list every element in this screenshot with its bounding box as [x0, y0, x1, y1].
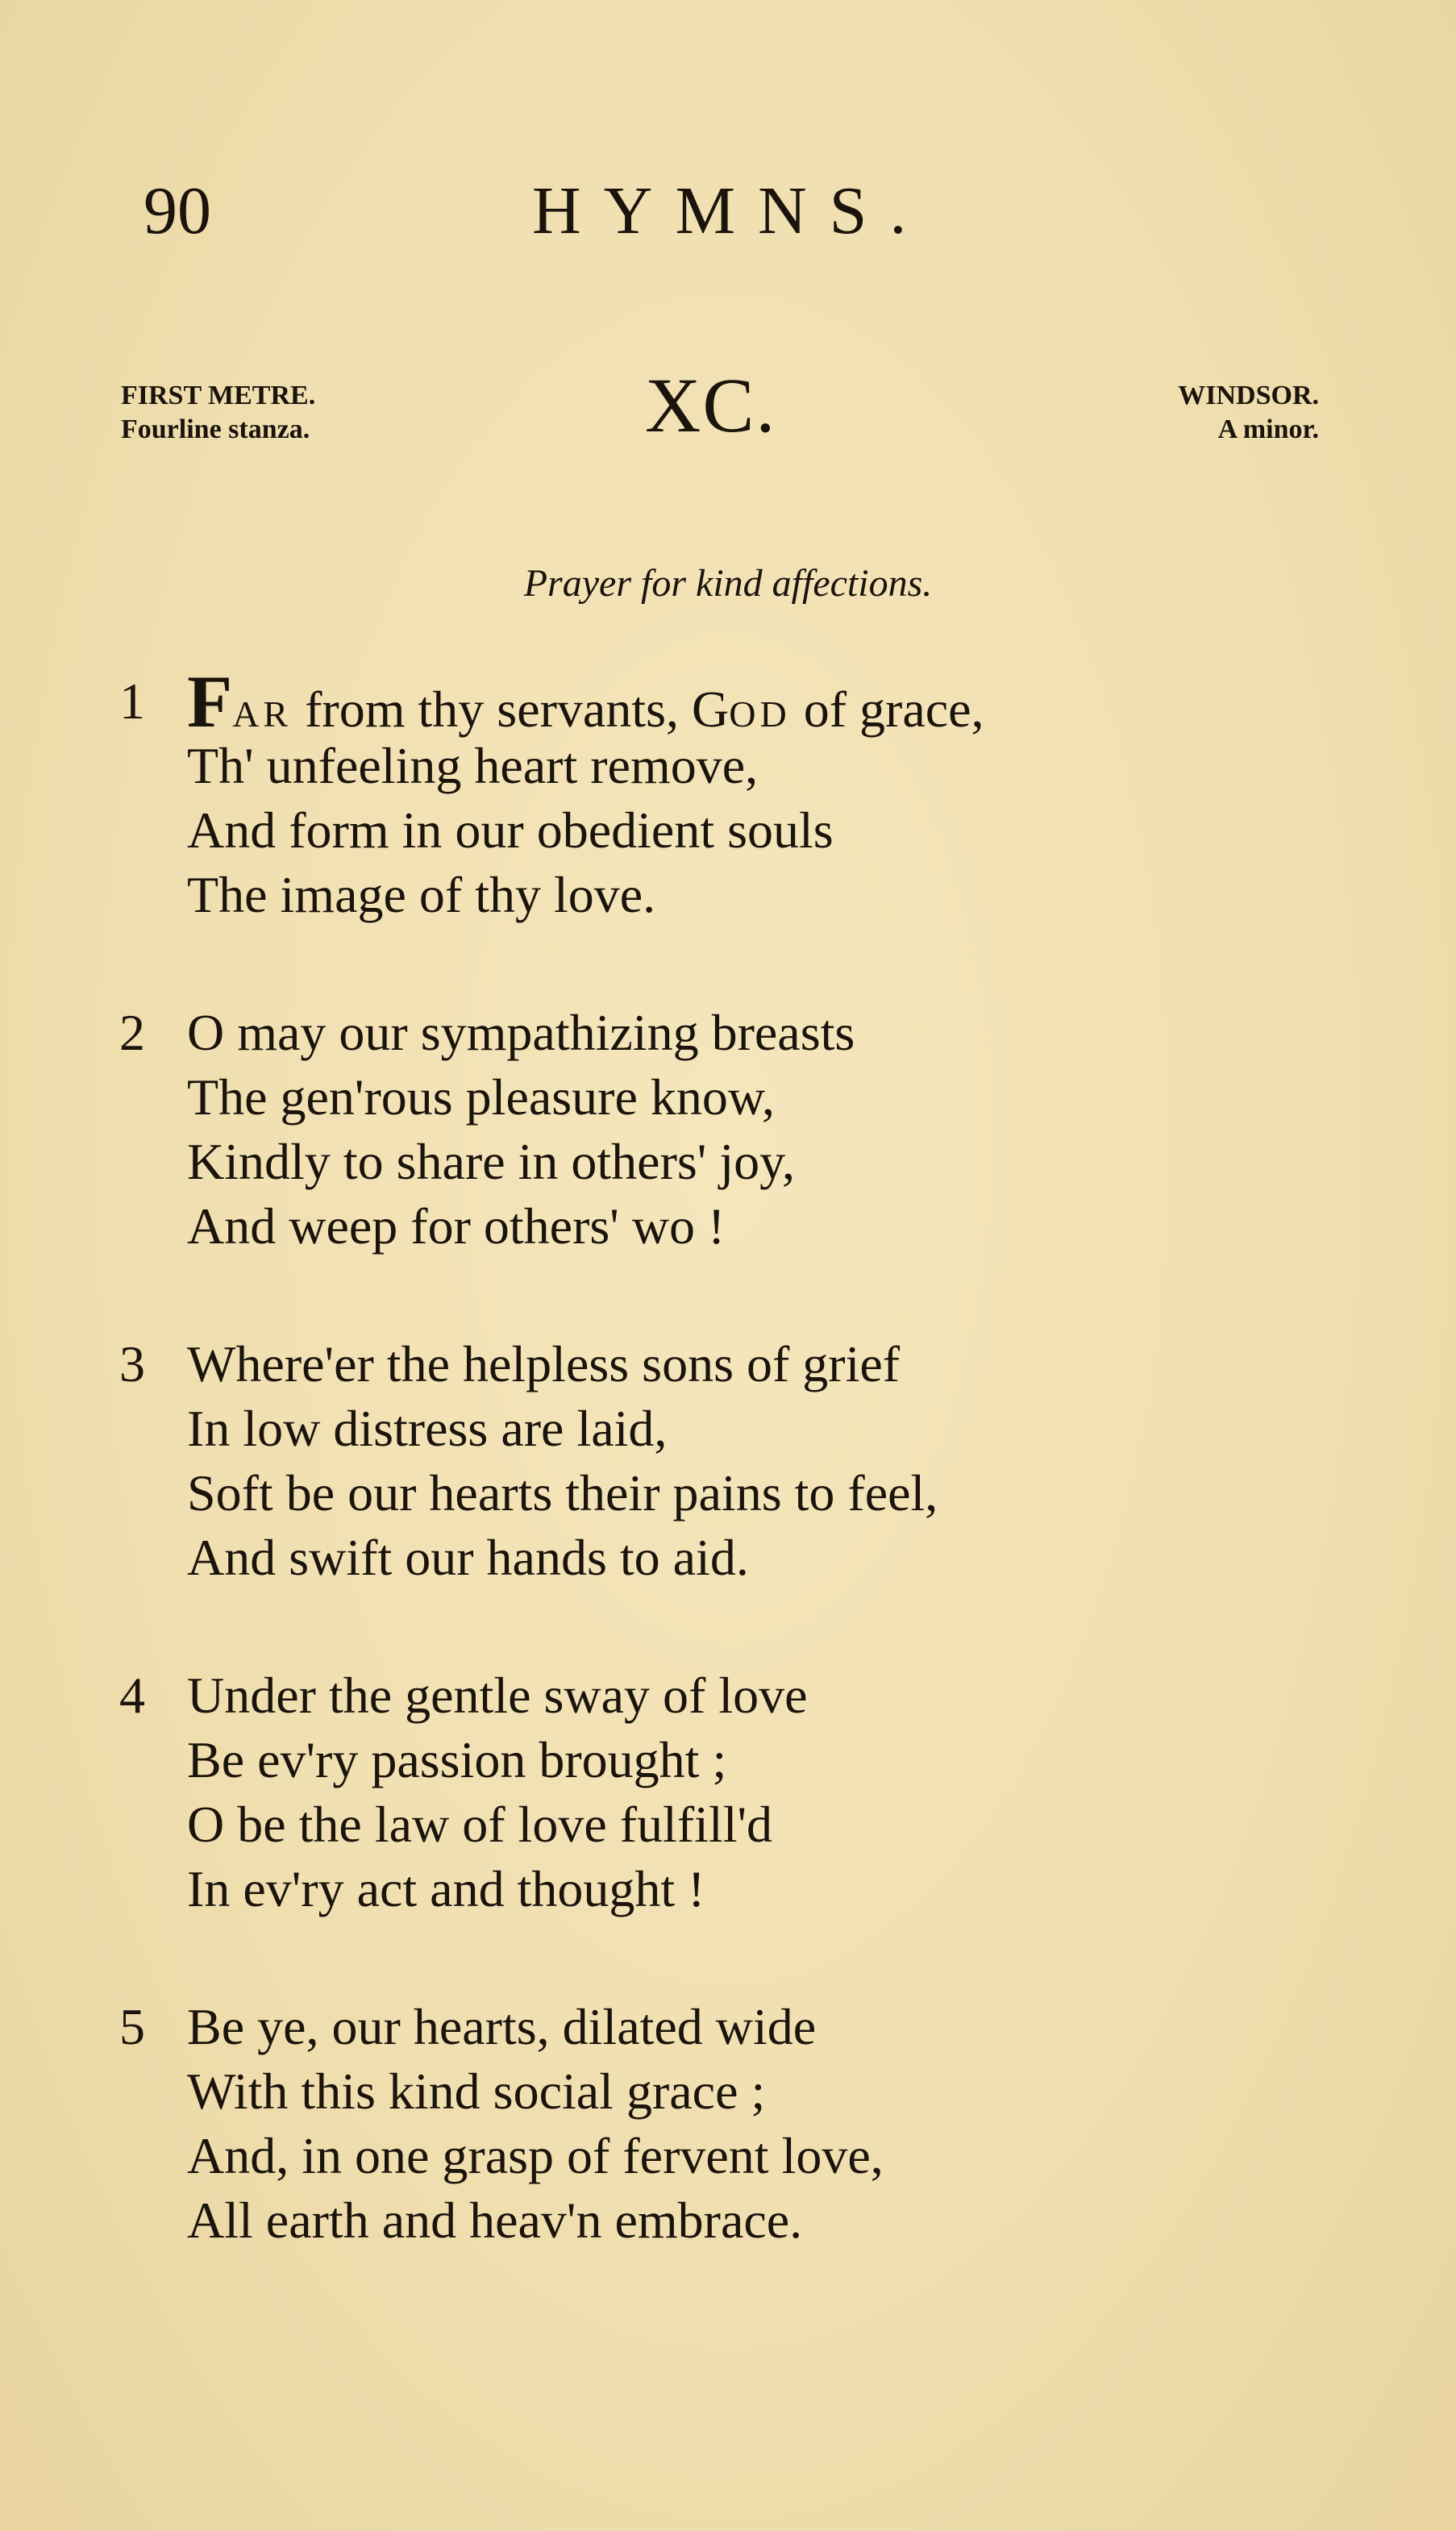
stanza-number: 1 — [119, 672, 145, 730]
verse-line: Th' unfeeling heart remove, — [187, 737, 759, 794]
verse-line: All earth and heav'n embrace. — [187, 2192, 803, 2249]
verse-line: Be ye, our hearts, dilated wide — [187, 1998, 817, 2055]
verse-line: In ev'ry act and thought ! — [187, 1860, 705, 1917]
stanza — [0, 1332, 1456, 1590]
hymn-title: Prayer for kind affections. — [523, 562, 933, 605]
verse-line: Under the gentle sway of love — [187, 1667, 808, 1724]
verse-line: With this kind social grace ; — [187, 2063, 766, 2120]
stanza-number: 5 — [119, 1998, 145, 2055]
verse-line: And form in our obedient souls — [187, 801, 834, 859]
stanza — [0, 1995, 1456, 2253]
first-line-text-b: of grace, — [790, 681, 984, 738]
metre-info — [121, 379, 315, 447]
verse-line: In low distress are laid, — [187, 1400, 668, 1457]
metre-label: FIRST METRE. — [121, 381, 316, 410]
god-small-caps: OD — [729, 693, 791, 735]
tune-key: A minor. — [1217, 414, 1319, 444]
verse-line: Where'er the helpless sons of grief — [187, 1335, 901, 1392]
running-head: HYMNS. — [532, 173, 930, 248]
stanza — [0, 1663, 1456, 1921]
god-initial: G — [692, 681, 730, 738]
stanza-number: 2 — [119, 1004, 145, 1061]
stanza-number: 3 — [119, 1335, 145, 1392]
stanza-number: 4 — [119, 1667, 145, 1724]
verse-line: The image of thy love. — [187, 866, 656, 923]
verse-line: O may our sympathizing breasts — [187, 1004, 855, 1061]
hymn-stanzas — [0, 660, 1456, 2326]
verse-line: Soft be our hearts their pains to feel, — [187, 1464, 938, 1522]
hymn-number: XC. — [645, 362, 777, 448]
stanza — [0, 660, 1456, 927]
first-line-text-a: from thy servants, — [292, 681, 693, 738]
small-caps-rest: AR — [232, 693, 293, 735]
verse-line: And, in one grasp of fervent love, — [187, 2127, 884, 2184]
verse-line: O be the law of love fulfill'd — [187, 1796, 772, 1853]
verse-line: And weep for others' wo ! — [187, 1197, 726, 1255]
tune-name: WINDSOR. — [1178, 381, 1319, 410]
tune-info — [1178, 379, 1319, 447]
stanza-form-label: Fourline stanza. — [121, 414, 310, 444]
stanza — [0, 1001, 1456, 1259]
verse-line: The gen'rous pleasure know, — [187, 1068, 775, 1126]
drop-initial: F — [187, 660, 233, 743]
page-number: 90 — [144, 173, 211, 248]
verse-line: And swift our hands to aid. — [187, 1529, 749, 1586]
verse-line: Kindly to share in others' joy, — [187, 1133, 795, 1190]
verse-line: Be ev'ry passion brought ; — [187, 1731, 727, 1788]
